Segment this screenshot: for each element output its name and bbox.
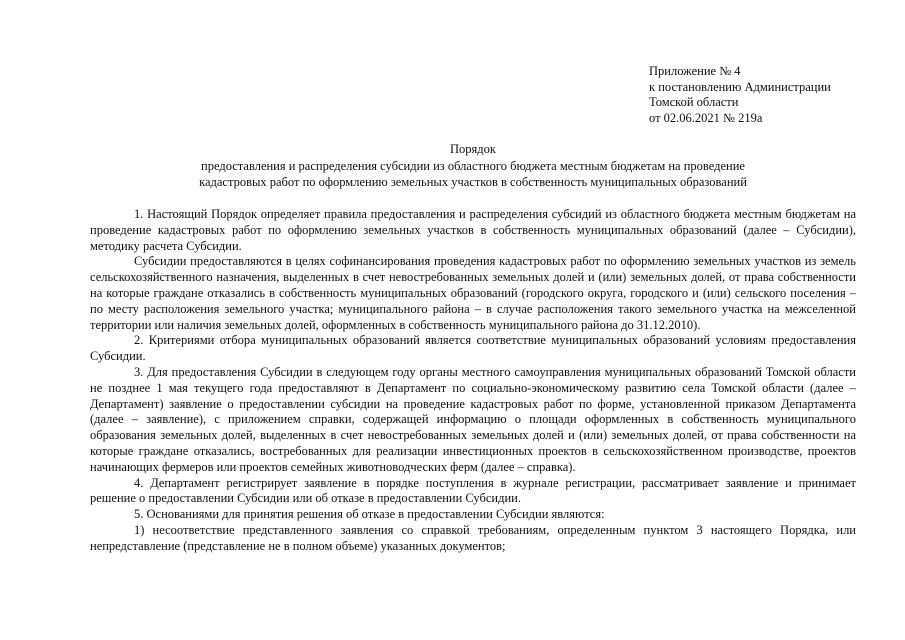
- paragraph-4: 4. Департамент регистрирует заявление в порядке поступления в журнале регистрации, рассматривает заявление и принимает решение о предоставлении Субсидии или об отказе в предоставлении Субсидии.: [90, 475, 856, 506]
- title-line-2: кадастровых работ по оформлению земельных участков в собственность муниципальных образований: [199, 175, 747, 189]
- appendix-reference: к постановлению Администрации: [649, 79, 831, 94]
- title-main: Порядок: [450, 142, 496, 156]
- appendix-region: Томской области: [649, 95, 739, 109]
- document-body: [90, 207, 856, 555]
- paragraph-5-item-1: 1) несоответствие представленного заявления со справкой требованиям, определенным пунктом 3 настоящего Порядка, или непредставление (представление не в полном объеме) указанных документов;: [90, 522, 856, 553]
- appendix-number: Приложение № 4: [649, 64, 741, 78]
- document-title: [90, 141, 856, 191]
- paragraph-2: 2. Критериями отбора муниципальных образований является соответствие муниципальных образований условиям предоставления Субсидии.: [90, 333, 856, 364]
- paragraph-1: 1. Настоящий Порядок определяет правила предоставления и распределения субсидий из областного бюджета местным бюджетам на проведение кадастровых работ по оформлению земельных участков в собственность муниципальных образований (далее – Субсидии), методику расчета Субсидии.: [90, 207, 856, 253]
- appendix-header: [649, 64, 889, 126]
- paragraph-5: 5. Основаниями для принятия решения об отказе в предоставлении Субсидии являются:: [134, 507, 605, 522]
- paragraph-subsidy-purpose: Субсидии предоставляются в целях софинансирования проведения кадастровых работ по оформлению земельных участков из земель сельскохозяйственного назначения, выделенных в счет невостребованных земельных долей и (или) земельных долей, от права собственности на которые граждане отказались в собственность муниципальных образований (городского округа, городского и (или) сельского поселения – по месту расположения земельного участка; муниципального района – в случае расположения такого земельного участка на межселенной территории или наличия земельных долей, оформленных в собственность муниципального района до 31.12.2010).: [90, 254, 856, 332]
- appendix-date: от 02.06.2021 № 219а: [649, 110, 763, 125]
- paragraph-3: 3. Для предоставления Субсидии в следующем году органы местного самоуправления муниципальных образований Томской области не позднее 1 мая текущего года предоставляют в Департамент по социально-экономическому развитию села Томской области (далее – Департамент) заявление о предоставлении субсидии на проведение кадастровых работ по форме, установленной приказом Департамента (далее – заявление), с приложением справки, содержащей информацию о площади оформленных в собственность муниципального образования земельных долей, выделенных в счет невостребованных земельных долей и (или) земельных долей, от права собственности на которые граждане отказались, востребованных для реализации инвестиционных проектов в сельскохозяйственном производстве, проектов начинающих фермеров или проектов семейных животноводческих ферм (далее – справка).: [90, 364, 856, 474]
- title-line-1: предоставления и распределения субсидии из областного бюджета местным бюджетам на проведение: [201, 158, 745, 173]
